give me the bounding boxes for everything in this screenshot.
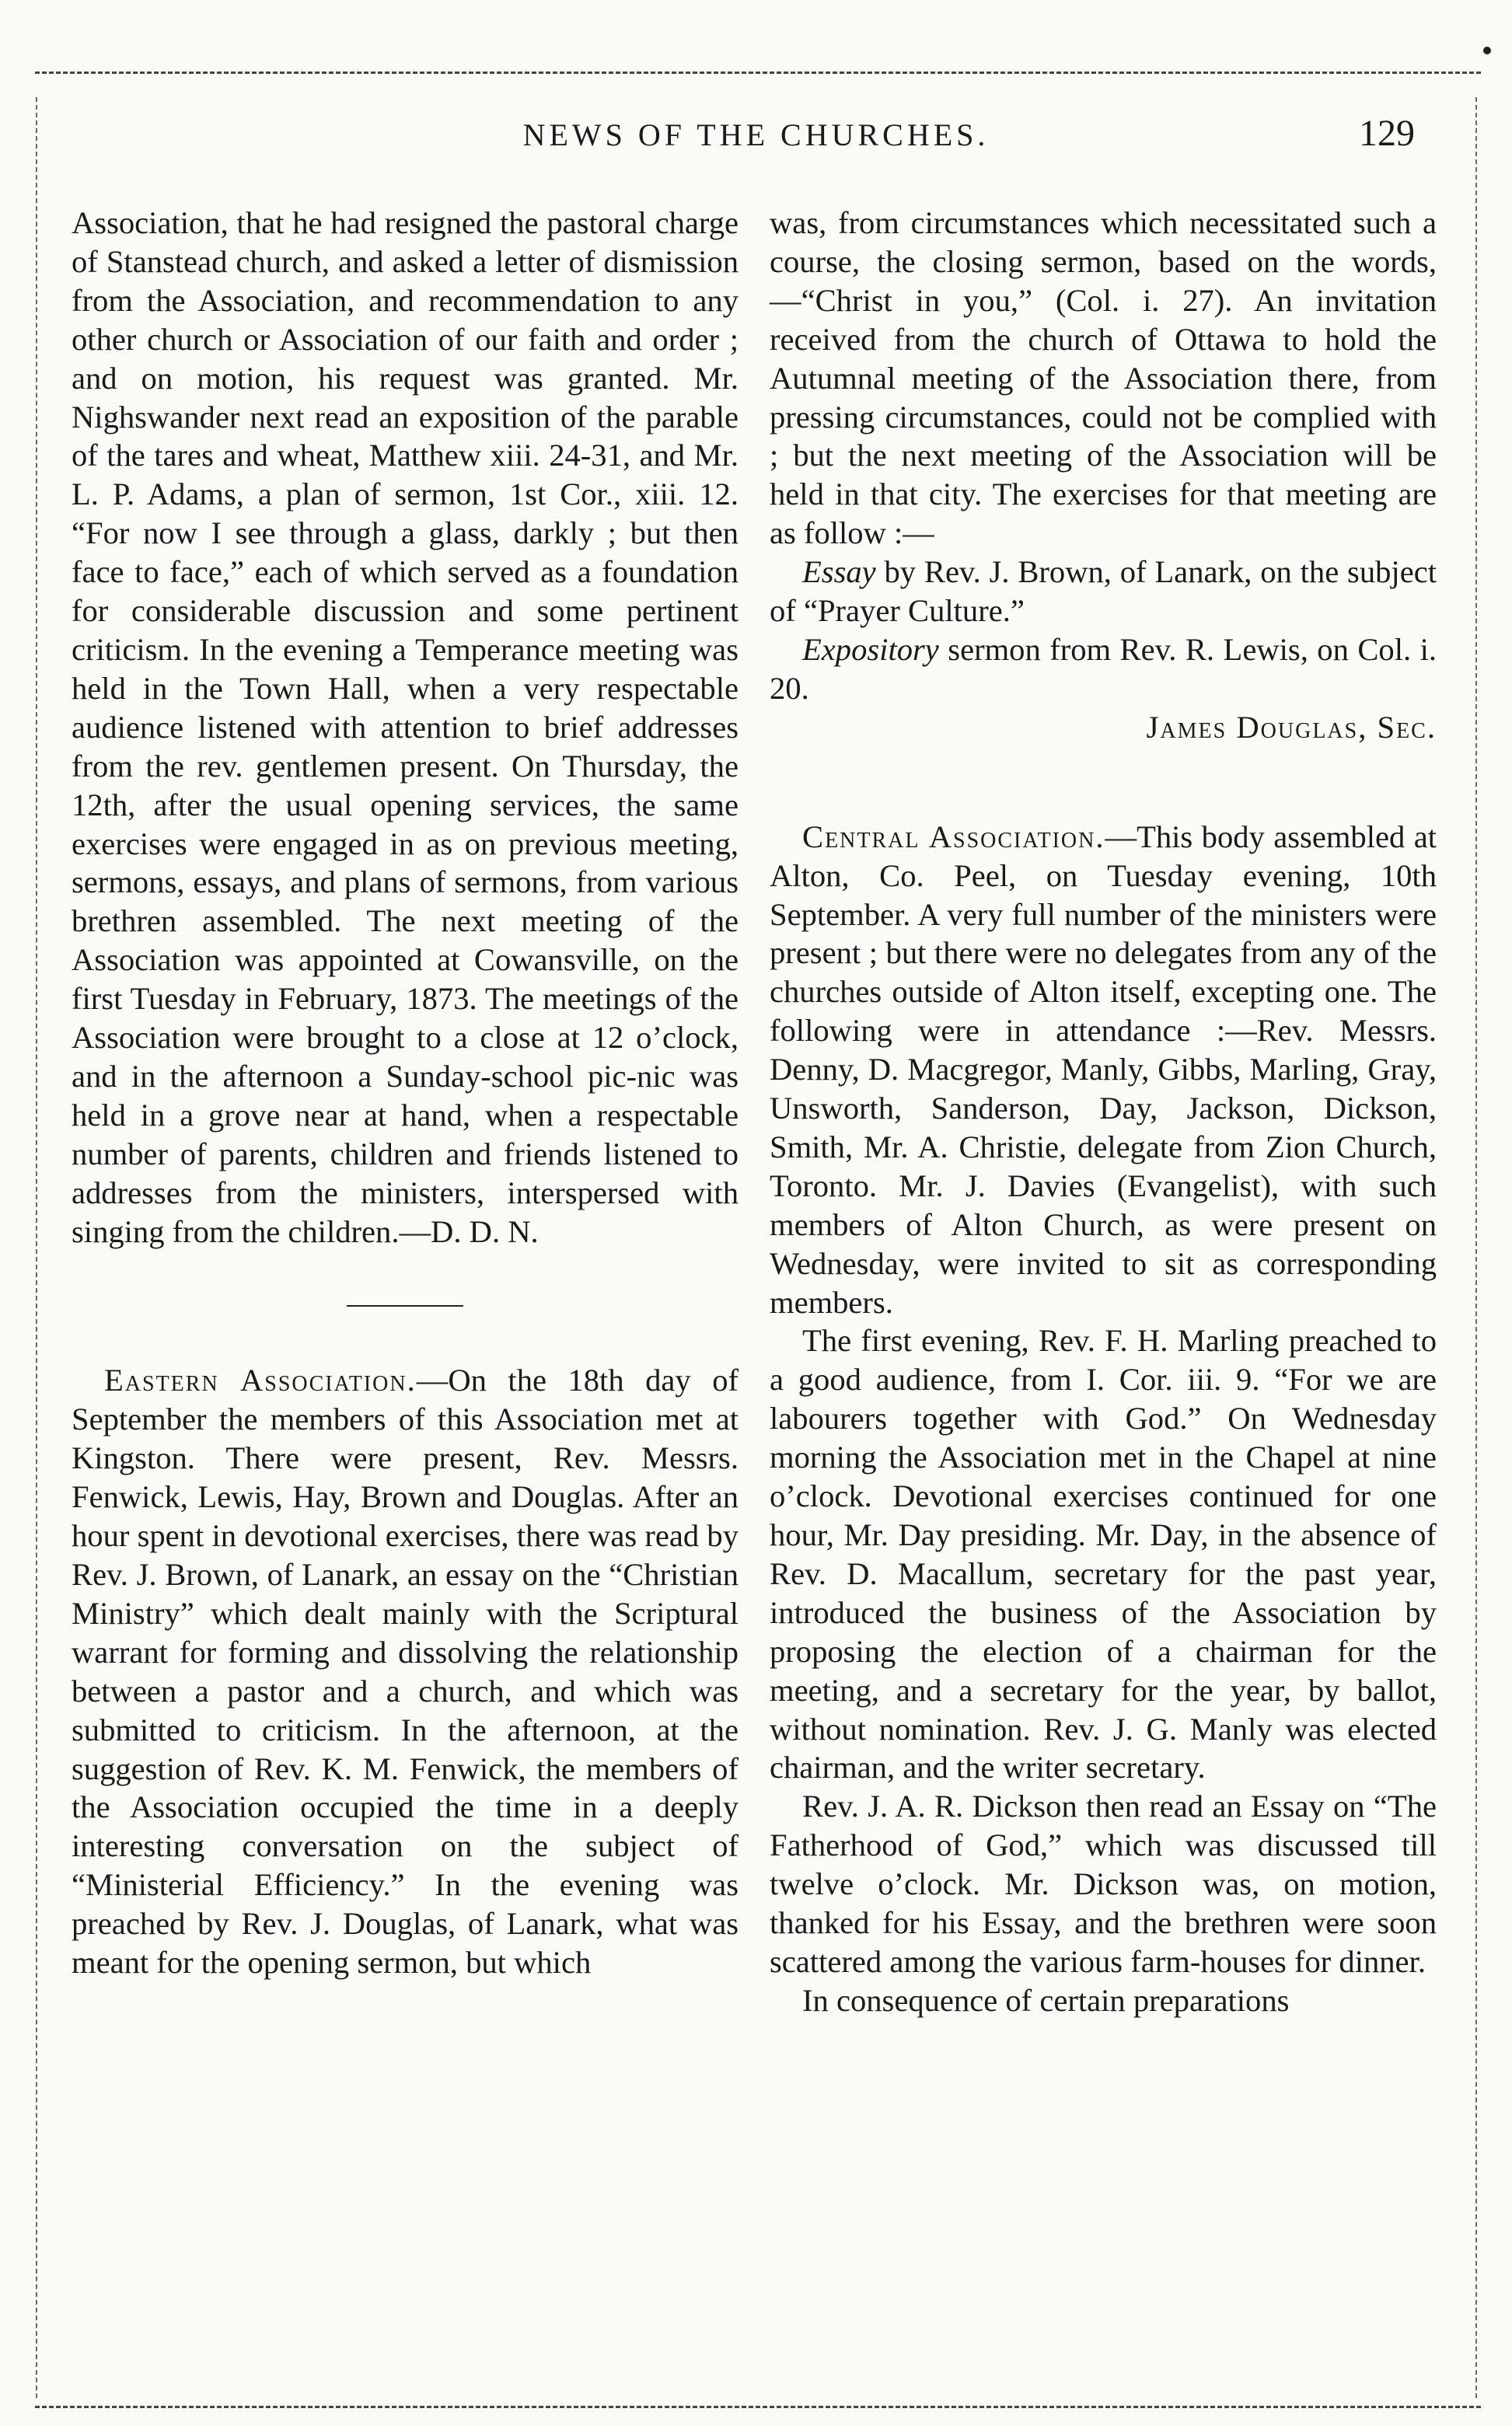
top-border-rule <box>35 72 1481 74</box>
paragraph: Rev. J. A. R. Dickson then read an Essay on “The Fatherhood of God,” which was discussed till twelve o’clock. Mr. Dickson was, on motion, thanked for his Essay, and the brethren were soon scattered among the various farm-houses for dinner. <box>770 1789 1437 1979</box>
paragraph: In consequence of certain preparations <box>802 1982 1290 2018</box>
expository-line <box>770 630 1437 708</box>
section-separator <box>347 1305 463 1307</box>
central-association-paragraph <box>770 818 1437 1322</box>
bottom-border-rule <box>35 2406 1481 2408</box>
section-heading: Central Association. <box>802 819 1105 854</box>
essay-line <box>770 553 1437 630</box>
eastern-association-paragraph <box>72 1361 739 1982</box>
section-body: —This body assembled at Alton, Co. Peel, on Tuesday evening, 10th September. A very full number of the ministers were present ; but there were no delegates from any of the churches outside of Alton itself, excepting one. The following were in attendance :—Rev. Messrs. Denny, D. Macgregor, Manly, Gibbs, Marling, Gray, Unsworth, Sanderson, Day, Jackson, Dickson, Smith, Mr. A. Christie, delegate from Zion Church, Toronto. Mr. J. Davies (Evangelist), with such members of Alton Church, as were present on Wednesday, were invited to sit as corresponding members. <box>770 819 1437 1320</box>
section-body: —On the 18th day of September the members of this Association met at Kingston. There were present, Rev. Messrs. Fenwick, Lewis, Hay, Brown and Douglas. After an hour spent in devotional exercises, there was read by Rev. J. Brown, of Lanark, an essay on the “Christian Ministry” which dealt mainly with the Scriptural warrant for forming and dissolving the relationship between a pastor and a church, and which was submitted to criticism. In the afternoon, at the suggestion of Rev. K. M. Fenwick, the members of the Association occupied the time in a deeply interesting conversation on the subject of “Ministerial Efficiency.” In the evening was preached by Rev. J. Douglas, of Lanark, what was meant for the opening sermon, but which <box>72 1363 739 1981</box>
paragraph: Association, that he had resigned the pastoral charge of Stanstead church, and asked a letter of dismission from the Association, and recommendation to any other church or Association of our faith and order ; and on motion, his request was granted. Mr. Nighswander next read an exposition of the parable of the tares and wheat, Matthew xiii. 24-31, and Mr. L. P. Adams, a plan of sermon, 1st Cor., xiii. 12. “For now I see through a glass, darkly ; but then face to face,” each of which served as a foundation for considerable discussion and some pertinent criticism. In the evening a Temperance meeting was held in the Town Hall, when a very respectable audience listened with attention to brief addresses from the rev. gentlemen present. On Thursday, the 12th, after the usual opening services, the same exercises were engaged in as on previous meeting, sermons, essays, and plans of sermons, from various brethren assembled. The next meeting of the Association was appointed at Cowansville, on the first Tuesday in February, 1873. The meetings of the Association were brought to a close at 12 o’clock, and in the afternoon a Sunday-school pic-nic was held in a grove near at hand, when a respectable number of parents, children and friends listened to addresses from the ministers, interspersed with singing from the children.—D. D. N. <box>72 205 739 1249</box>
right-margin-line <box>1475 97 1477 2398</box>
paragraph: The first evening, Rev. F. H. Marling preached to a good audience, from I. Cor. iii. 9. “For we are labourers together with God.” On Wednesday morning the Association met in the Chapel at nine o’clock. Devotional exercises continued for one hour, Mr. Day presiding. Mr. Day, in the absence of Rev. D. Macallum, secretary for the past year, introduced the business of the Association by proposing the election of a chairman for the meeting, and a secretary for the year, by ballot, without nomination. Rev. J. G. Manly was elected chairman, and the writer secretary. <box>770 1323 1437 1785</box>
ink-dot <box>1483 47 1491 54</box>
expository-text: sermon from Rev. R. Lewis, on Col. i. 20. <box>770 631 1437 706</box>
expository-label: Expository <box>802 631 939 667</box>
running-title: NEWS OF THE CHURCHES. <box>522 117 990 152</box>
left-column <box>72 204 739 1982</box>
page-number: 129 <box>1359 113 1415 154</box>
paragraph: was, from circumstances which necessitated such a course, the closing sermon, based on the words,—“Christ in you,” (Col. i. 27). An invitation received from the church of Ottawa to hold the Autumnal meeting of the Association there, from pressing circumstances, could not be complied with ; but the next meeting of the Association will be held in that city. The exercises for that meeting are as follow :— <box>770 205 1437 551</box>
left-margin-line <box>36 97 37 2398</box>
page-header <box>0 113 1512 163</box>
signature: James Douglas, Sec. <box>1146 709 1437 745</box>
section-gap <box>1045 778 1161 779</box>
right-column <box>770 204 1437 2020</box>
section-heading: Eastern Association. <box>104 1363 417 1398</box>
essay-label: Essay <box>802 554 876 590</box>
essay-text: by Rev. J. Brown, of Lanark, on the subject of “Prayer Culture.” <box>770 554 1437 629</box>
